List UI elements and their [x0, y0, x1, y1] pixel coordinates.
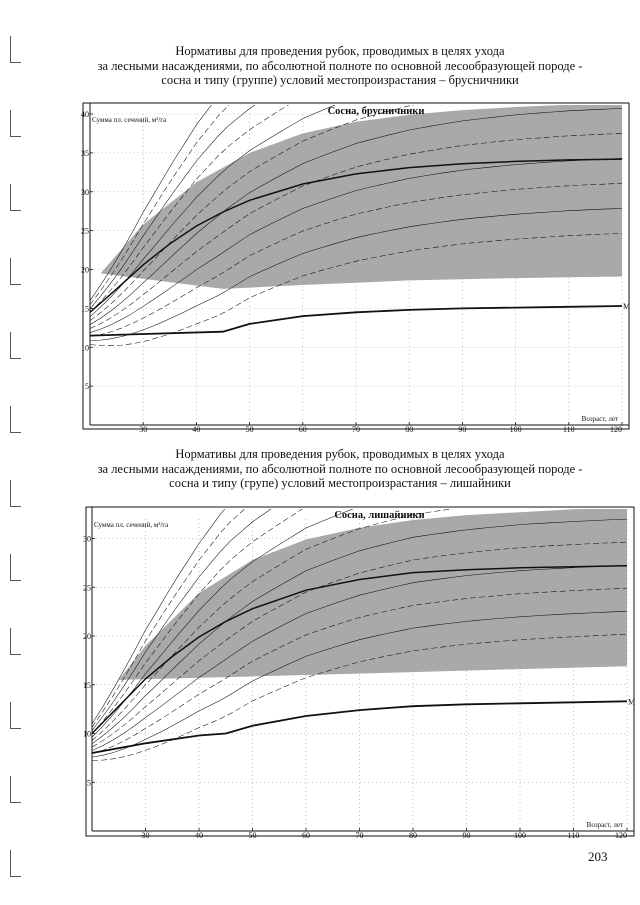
x-tick-label: 100 — [514, 831, 526, 841]
y-tick-label: 15 — [83, 680, 91, 690]
x-tick-label: 40 — [195, 831, 203, 841]
caption-line: за лесными насаждениями, по абсолютной полноте по основной лесообразующей породе - — [97, 461, 583, 476]
chart-2 — [83, 381, 635, 840]
x-tick-label: 60 — [298, 425, 307, 435]
y-tick-label: 20 — [81, 265, 89, 275]
x-tick-label: 90 — [458, 425, 467, 435]
x-tick-label: 100 — [509, 425, 522, 435]
chart-title: Сосна, брусничники — [327, 106, 425, 117]
x-tick-label: 50 — [245, 425, 254, 435]
y-tick-label: 25 — [83, 583, 91, 593]
caption-line: сосна и типу (группе) условий местопроизрастания – брусничники — [161, 73, 519, 87]
caption-line: Нормативы для проведения рубок, проводимых в целях ухода — [175, 44, 505, 58]
x-tick-label: 120 — [615, 831, 627, 841]
x-tick-label: 70 — [352, 425, 360, 435]
line-label-m: М — [623, 302, 631, 312]
x-tick-label: 120 — [610, 425, 622, 435]
x-tick-label: 60 — [302, 831, 310, 841]
x-tick-label: 80 — [409, 831, 417, 841]
y-axis-label: Сумма пл. сечений, м²/га — [94, 521, 169, 529]
y-tick-label: 30 — [81, 187, 89, 197]
y-tick-label: 5 — [85, 382, 89, 392]
y-tick-label: 5 — [87, 778, 91, 788]
x-tick-label: 110 — [562, 425, 575, 435]
x-tick-label: 50 — [248, 831, 257, 841]
y-tick-label: 30 — [83, 534, 91, 544]
y-tick-label: 20 — [83, 632, 91, 641]
chart-1 — [81, 0, 630, 434]
caption-line: за лесными насаждениями, по абсолютной полноте по основной лесообразующей породе - — [97, 58, 583, 73]
x-tick-label: 80 — [405, 425, 414, 435]
caption-line: Нормативы для проведения рубок, проводимых в целях ухода — [175, 447, 505, 461]
y-tick-label: 10 — [81, 343, 89, 353]
caption-line: сосна и типу (групе) условий местопроизрастания – лишайники — [169, 476, 511, 490]
x-tick-label: 40 — [192, 425, 201, 435]
x-tick-label: 110 — [567, 831, 580, 841]
x-axis-label: Возраст, лет — [581, 415, 618, 423]
x-tick-label: 30 — [141, 831, 150, 841]
chart-title: Сосна, лишайники — [334, 510, 425, 521]
y-tick-label: 15 — [81, 304, 89, 314]
line-label-m: М — [628, 697, 636, 707]
y-tick-label: 25 — [81, 226, 89, 236]
y-axis-label: Сумма пл. сечений, м²/га — [92, 116, 167, 124]
x-tick-label: 30 — [139, 425, 148, 435]
x-axis-label: Возраст, лет — [586, 821, 623, 829]
x-tick-label: 90 — [462, 831, 471, 841]
y-tick-label: 10 — [83, 729, 91, 739]
x-tick-label: 70 — [355, 831, 364, 841]
y-tick-label: 35 — [81, 148, 89, 158]
page-number: 203 — [588, 849, 608, 864]
y-tick-label: 40 — [81, 110, 89, 119]
